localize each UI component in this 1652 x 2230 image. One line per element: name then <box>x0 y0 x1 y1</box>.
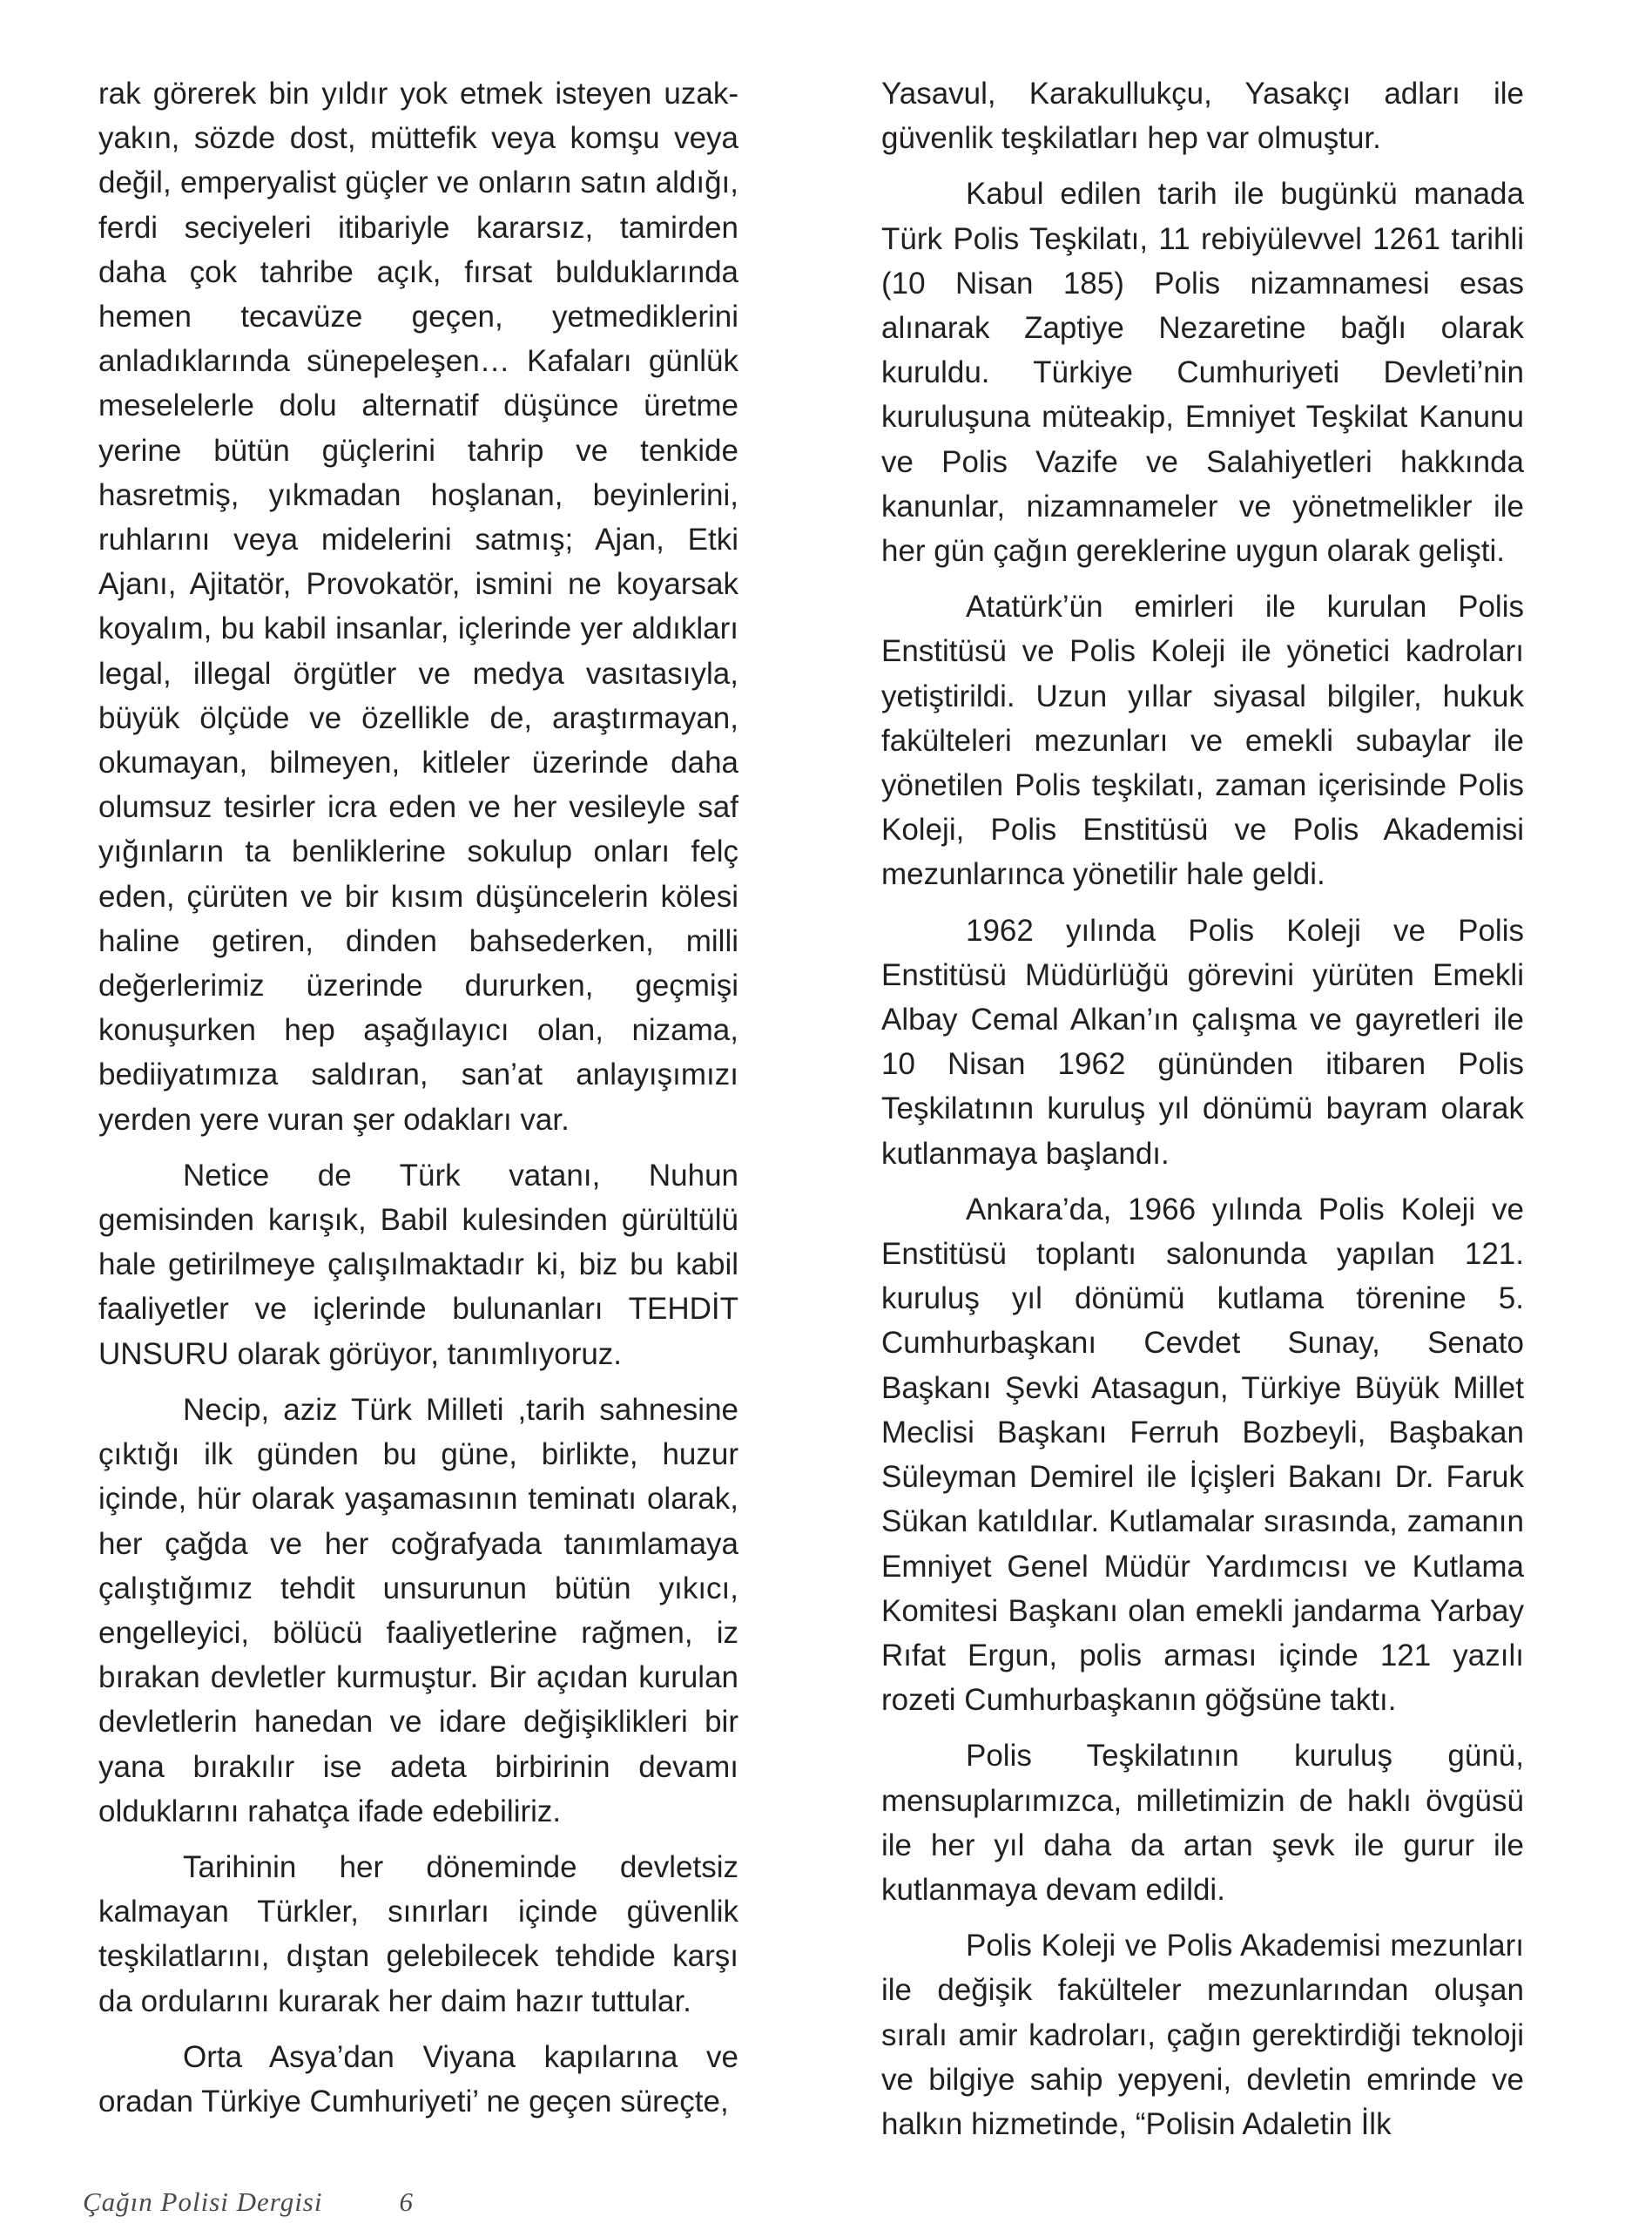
page-number: 6 <box>399 2186 414 2217</box>
paragraph: Necip, aziz Türk Milleti ,tarih sahnesine çıktığı ilk günden bu güne, birlikte, huzur içinde, hür olarak yaşamasının teminatı olarak, her çağda ve her coğrafyada tanımlamaya çalıştığımız tehdit unsurunun bütün yıkıcı, engelleyici, bölücü faaliyetlerine rağmen, iz bırakan devletler kurmuştur. Bir açıdan kurulan devletlerin hanedan ve idare değişiklikleri bir yana bırakılır ise adeta birbirinin devamı olduklarını rahatça ifade edebiliriz. <box>98 1392 738 1828</box>
paragraph: Tarihinin her döneminde devletsiz kalmayan Türkler, sınırları içinde güvenlik teşkilatlarını, dıştan gelebilecek tehdide karşı da ordularını kurarak her daim hazır tuttular. <box>98 1849 738 2018</box>
left-text-column <box>98 71 738 2135</box>
paragraph: Netice de Türk vatanı, Nuhun gemisinden karışık, Babil kulesinden gürültülü hale getirilmeye çalışılmaktadır ki, biz bu kabil faaliyetler ve içlerinde bulunanları TEHDİT UNSURU olarak görüyor, tanımlıyoruz. <box>98 1158 738 1371</box>
paragraph: Polis Koleji ve Polis Akademisi mezunları ile değişik fakülteler mezunlarından oluşan sıralı amir kadroları, çağın gerektirdiği teknoloji ve bilgiye sahip yepyeni, devletin emrinde ve halkın hizmetinde, “Polisin Adaletin İlk <box>881 1929 1524 2141</box>
paragraph: Ankara’da, 1966 yılında Polis Koleji ve Enstitüsü toplantı salonunda yapılan 121. kuruluş yıl dönümü kutlama törenine 5. Cumhurbaşkanı Cevdet Sunay, Senato Başkanı Şevki Atasagun, Türkiye Büyük Millet Meclisi Başkanı Ferruh Bozbeyli, Başbakan Süleyman Demirel ile İçişleri Bakanı Dr. Faruk Sükan katıldılar. Kutlamalar sırasında, zamanın Emniyet Genel Müdür Yardımcısı ve Kutlama Komitesi Başkanı olan emekli jandarma Yarbay Rıfat Ergun, polis arması içinde 121 yazılı rozeti Cumhurbaşkanın göğsüne taktı. <box>881 1192 1524 1718</box>
paragraph: Kabul edilen tarih ile bugünkü manada Türk Polis Teşkilatı, 11 rebiyülevvel 1261 tarihli (10 Nisan 185) Polis nizamnamesi esas alınarak Zaptiye Nezaretine bağlı olarak kuruldu. Türkiye Cumhuriyeti Devleti’nin kuruluşuna müteakip, Emniyet Teşkilat Kanunu ve Polis Vazife ve Salahiyetleri hakkında kanunlar, nizamnameler ve yönetmelikler ile her gün çağın gereklerine uygun olarak gelişti. <box>881 177 1524 569</box>
page-footer <box>83 2186 414 2218</box>
paragraph: Yasavul, Karakullukçu, Yasakçı adları ile güvenlik teşkilatları hep var olmuştur. <box>881 77 1524 156</box>
paragraph: Atatürk’ün emirleri ile kurulan Polis Enstitüsü ve Polis Koleji ile yönetici kadroları yetiştirildi. Uzun yıllar siyasal bilgiler, hukuk fakülteleri mezunları ve emekli subaylar ile yönetilen Polis teşkilatı, zaman içerisinde Polis Koleji, Polis Enstitüsü ve Polis Akademisi mezunlarınca yönetilir hale geldi. <box>881 590 1524 892</box>
paragraph: Orta Asya’dan Viyana kapılarına ve oradan Türkiye Cumhuriyeti’ ne geçen süreçte, <box>98 2039 738 2118</box>
right-text-column <box>881 71 1524 2158</box>
paragraph: 1962 yılında Polis Koleji ve Polis Enstitüsü Müdürlüğü görevini yürüten Emekli Albay Cemal Alkan’ın çalışma ve gayretleri ile 10 Nisan 1962 gününden itibaren Polis Teşkilatının kuruluş yıl dönümü bayram olarak kutlanmaya başlandı. <box>881 913 1524 1171</box>
magazine-title: Çağın Polisi Dergisi <box>83 2186 323 2217</box>
paragraph: rak görerek bin yıldır yok etmek isteyen uzak-yakın, sözde dost, müttefik veya komşu veya değil, emperyalist güçler ve onların satın aldığı, ferdi seciyeleri itibariyle kararsız, tamirden daha çok tahribe açık, fırsat bulduklarında hemen tecavüze geçen, yetmediklerini anladıklarında sünepeleşen… Kafaları günlük meselelerle dolu alternatif düşünce üretme yerine bütün güçlerini tahrip ve tenkide hasretmiş, yıkmadan hoşlanan, beyinlerini, ruhlarını veya midelerini satmış; Ajan, Etki Ajanı, Ajitatör, Provokatör, ismini ne koyarsak koyalım, bu kabil insanlar, içlerinde yer aldıkları legal, illegal örgütler ve medya vasıtasıyla, büyük ölçüde ve özellikle de, araştırmayan, okumayan, bilmeyen, kitleler üzerinde daha olumsuz tesirler icra eden ve her vesileyle saf yığınların ta benliklerine sokulup onları felç eden, çürüten ve bir kısım düşüncelerin kölesi haline getiren, dinden bahsederken, milli değerlerimiz üzerinde dururken, geçmişi konuşurken hep aşağılayıcı olan, nizama, bediiyatımıza saldıran, san’at anlayışımızı yerden yere vuran şer odakları var. <box>98 77 738 1137</box>
paragraph: Polis Teşkilatının kuruluş günü, mensuplarımızca, milletimizin de haklı övgüsü ile her yıl daha da artan şevk ile gurur ile kutlanmaya devam edildi. <box>881 1739 1524 1907</box>
